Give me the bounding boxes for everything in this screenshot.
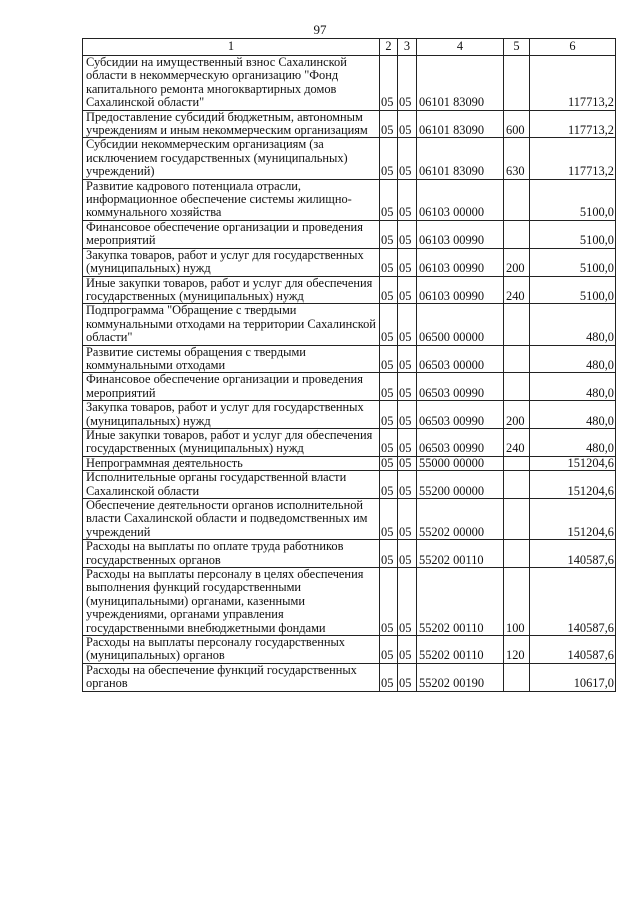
row-name: Финансовое обеспечение организации и проведения мероприятий — [83, 220, 380, 248]
row-amount: 117713,2 — [530, 110, 616, 138]
row-name: Исполнительные органы государственной власти Сахалинской области — [83, 471, 380, 499]
row-section: 05 — [380, 663, 398, 691]
row-section: 05 — [380, 540, 398, 568]
row-amount: 151204,6 — [530, 471, 616, 499]
row-name: Расходы на выплаты персоналу государственных (муниципальных) органов — [83, 636, 380, 664]
row-target-code: 06103 00000 — [417, 179, 504, 220]
row-section: 05 — [380, 56, 398, 111]
row-section: 05 — [380, 373, 398, 401]
table-row — [83, 568, 616, 636]
row-target-code: 55202 00000 — [417, 499, 504, 540]
row-target-code: 06103 00990 — [417, 220, 504, 248]
row-expense-type: 630 — [504, 138, 530, 179]
row-amount: 480,0 — [530, 304, 616, 345]
row-target-code: 06503 00990 — [417, 428, 504, 456]
row-subsection: 05 — [398, 56, 417, 111]
table-row — [83, 220, 616, 248]
row-section: 05 — [380, 276, 398, 304]
row-expense-type: 100 — [504, 568, 530, 636]
row-amount: 480,0 — [530, 345, 616, 373]
row-section: 05 — [380, 636, 398, 664]
row-expense-type — [504, 220, 530, 248]
row-amount: 140587,6 — [530, 636, 616, 664]
row-expense-type — [504, 456, 530, 470]
table-row — [83, 499, 616, 540]
row-amount: 140587,6 — [530, 540, 616, 568]
row-section: 05 — [380, 345, 398, 373]
header-col-1: 1 — [83, 39, 380, 56]
header-col-4: 4 — [417, 39, 504, 56]
row-subsection: 05 — [398, 401, 417, 429]
row-name: Иные закупки товаров, работ и услуг для обеспечения государственных (муниципальных) нужд — [83, 428, 380, 456]
table-row — [83, 471, 616, 499]
row-name: Развитие системы обращения с твердыми коммунальными отходами — [83, 345, 380, 373]
row-amount: 151204,6 — [530, 499, 616, 540]
row-expense-type: 200 — [504, 248, 530, 276]
row-amount: 117713,2 — [530, 56, 616, 111]
row-expense-type: 240 — [504, 428, 530, 456]
row-expense-type: 600 — [504, 110, 530, 138]
row-section: 05 — [380, 428, 398, 456]
row-expense-type — [504, 304, 530, 345]
row-expense-type — [504, 56, 530, 111]
row-name: Субсидии на имущественный взнос Сахалинской области в некоммерческую организацию "Фонд капитального ремонта многоквартирных домов Сахалинской области" — [83, 56, 380, 111]
table-row — [83, 636, 616, 664]
row-target-code: 55202 00190 — [417, 663, 504, 691]
row-subsection: 05 — [398, 110, 417, 138]
row-section: 05 — [380, 304, 398, 345]
row-amount: 480,0 — [530, 401, 616, 429]
table-row — [83, 110, 616, 138]
row-section: 05 — [380, 220, 398, 248]
header-col-5: 5 — [504, 39, 530, 56]
row-target-code: 06503 00000 — [417, 345, 504, 373]
row-name: Иные закупки товаров, работ и услуг для обеспечения государственных (муниципальных) нужд — [83, 276, 380, 304]
row-target-code: 55000 00000 — [417, 456, 504, 470]
table-row — [83, 179, 616, 220]
table-row — [83, 276, 616, 304]
table-row — [83, 540, 616, 568]
table-row — [83, 304, 616, 345]
row-name: Подпрограмма "Обращение с твердыми коммунальными отходами на территории Сахалинской области" — [83, 304, 380, 345]
row-amount: 140587,6 — [530, 568, 616, 636]
row-subsection: 05 — [398, 428, 417, 456]
row-name: Закупка товаров, работ и услуг для государственных (муниципальных) нужд — [83, 401, 380, 429]
row-target-code: 06503 00990 — [417, 373, 504, 401]
row-amount: 10617,0 — [530, 663, 616, 691]
row-section: 05 — [380, 179, 398, 220]
row-target-code: 06103 00990 — [417, 248, 504, 276]
row-expense-type — [504, 345, 530, 373]
header-col-3: 3 — [398, 39, 417, 56]
row-target-code: 55202 00110 — [417, 568, 504, 636]
table-header-row — [83, 39, 616, 56]
row-name: Расходы на обеспечение функций государственных органов — [83, 663, 380, 691]
row-target-code: 55202 00110 — [417, 636, 504, 664]
row-section: 05 — [380, 499, 398, 540]
row-subsection: 05 — [398, 456, 417, 470]
table-row — [83, 345, 616, 373]
table-row — [83, 138, 616, 179]
row-name: Непрограммная деятельность — [83, 456, 380, 470]
row-name: Расходы на выплаты персоналу в целях обеспечения выполнения функций государственными (муниципальными) органами, казенными учреждениями, органами управления государственными внебюджетными фондами — [83, 568, 380, 636]
row-subsection: 05 — [398, 373, 417, 401]
row-amount: 5100,0 — [530, 220, 616, 248]
row-expense-type: 120 — [504, 636, 530, 664]
row-subsection: 05 — [398, 179, 417, 220]
row-target-code: 06101 83090 — [417, 56, 504, 111]
row-amount: 117713,2 — [530, 138, 616, 179]
row-amount: 5100,0 — [530, 179, 616, 220]
row-name: Субсидии некоммерческим организациям (за исключением государственных (муниципальных) учреждений) — [83, 138, 380, 179]
row-section: 05 — [380, 568, 398, 636]
row-section: 05 — [380, 138, 398, 179]
row-target-code: 55200 00000 — [417, 471, 504, 499]
row-subsection: 05 — [398, 220, 417, 248]
row-subsection: 05 — [398, 345, 417, 373]
row-target-code: 06503 00990 — [417, 401, 504, 429]
page-number: 97 — [313, 22, 327, 37]
row-amount: 480,0 — [530, 373, 616, 401]
row-expense-type — [504, 373, 530, 401]
row-subsection: 05 — [398, 568, 417, 636]
row-amount: 151204,6 — [530, 456, 616, 470]
table-row — [83, 401, 616, 429]
row-expense-type — [504, 499, 530, 540]
row-amount: 480,0 — [530, 428, 616, 456]
row-section: 05 — [380, 110, 398, 138]
row-subsection: 05 — [398, 499, 417, 540]
row-subsection: 05 — [398, 248, 417, 276]
budget-table — [82, 38, 616, 692]
table-row — [83, 373, 616, 401]
row-expense-type — [504, 540, 530, 568]
table-row — [83, 56, 616, 111]
row-section: 05 — [380, 471, 398, 499]
row-target-code: 55202 00110 — [417, 540, 504, 568]
row-expense-type — [504, 663, 530, 691]
row-section: 05 — [380, 456, 398, 470]
row-subsection: 05 — [398, 636, 417, 664]
row-subsection: 05 — [398, 663, 417, 691]
row-target-code: 06101 83090 — [417, 138, 504, 179]
row-subsection: 05 — [398, 138, 417, 179]
row-expense-type — [504, 179, 530, 220]
row-target-code: 06500 00000 — [417, 304, 504, 345]
row-section: 05 — [380, 401, 398, 429]
row-target-code: 06101 83090 — [417, 110, 504, 138]
row-name: Расходы на выплаты по оплате труда работников государственных органов — [83, 540, 380, 568]
row-name: Предоставление субсидий бюджетным, автономным учреждениям и иным некоммерческим организациям — [83, 110, 380, 138]
table-row — [83, 428, 616, 456]
row-name: Закупка товаров, работ и услуг для государственных (муниципальных) нужд — [83, 248, 380, 276]
table-row — [83, 456, 616, 470]
row-subsection: 05 — [398, 540, 417, 568]
row-name: Обеспечение деятельности органов исполнительной власти Сахалинской области и подведомственных им учреждений — [83, 499, 380, 540]
table-row — [83, 663, 616, 691]
row-expense-type: 240 — [504, 276, 530, 304]
row-name: Финансовое обеспечение организации и проведения мероприятий — [83, 373, 380, 401]
row-expense-type: 200 — [504, 401, 530, 429]
row-amount: 5100,0 — [530, 248, 616, 276]
row-name: Развитие кадрового потенциала отрасли, информационное обеспечение системы жилищно-коммунального хозяйства — [83, 179, 380, 220]
row-subsection: 05 — [398, 471, 417, 499]
row-amount: 5100,0 — [530, 276, 616, 304]
row-subsection: 05 — [398, 276, 417, 304]
row-expense-type — [504, 471, 530, 499]
table-row — [83, 248, 616, 276]
row-subsection: 05 — [398, 304, 417, 345]
header-col-2: 2 — [380, 39, 398, 56]
row-target-code: 06103 00990 — [417, 276, 504, 304]
row-section: 05 — [380, 248, 398, 276]
header-col-6: 6 — [530, 39, 616, 56]
